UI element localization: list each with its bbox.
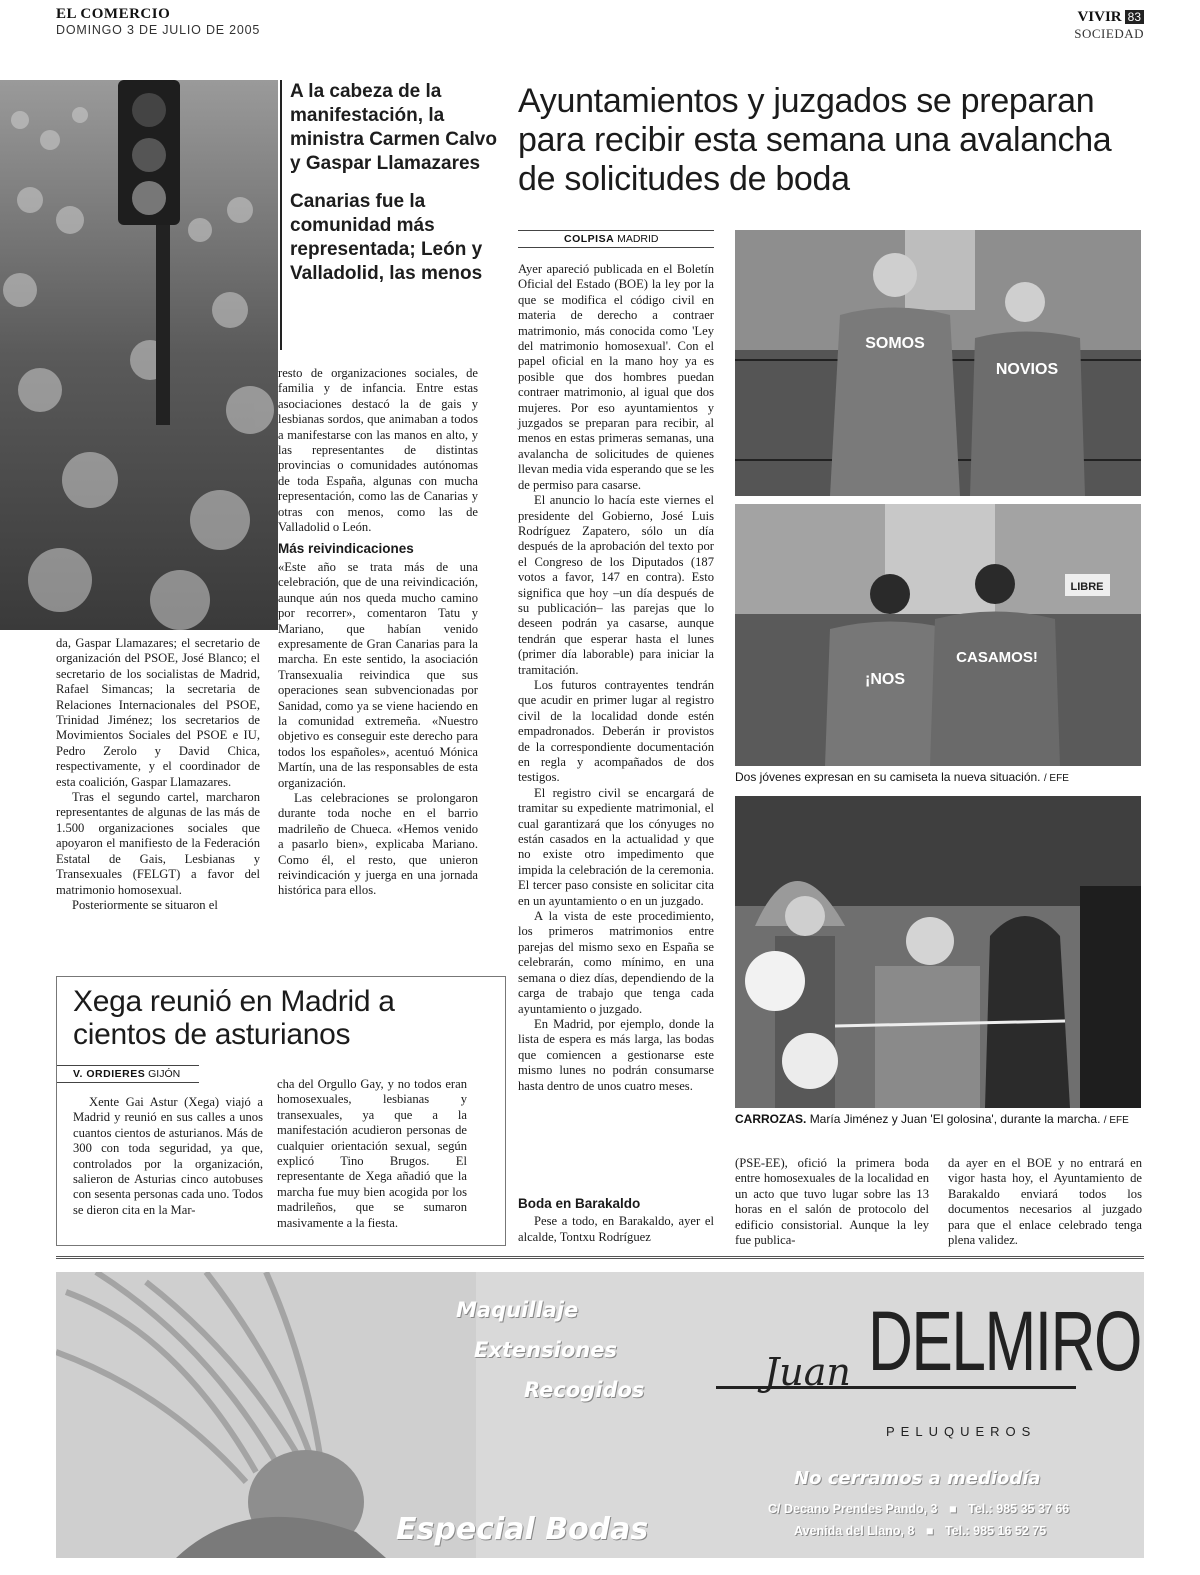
barakaldo-col1 <box>518 1196 714 1245</box>
couple-illustration-2 <box>735 504 1141 766</box>
ad-service-2: Extensiones <box>474 1338 617 1362</box>
left-col1-para-1: da, Gaspar Llamazares; el secretario de organización del PSOE, José Blanco; el secretario de los socialistas de Madrid, Rafael Simancas; la secretaria de Relaciones Internacionales del PSOE, Trinidad Jiménez; los secretarios de Movimientos Sociales del PSOE e IU, Pedro Zerolo y David Chica, respectivamente, y el coordinador de esta coalición, Gaspar Llamazares. <box>56 636 260 789</box>
ad-brand-sub: PELUQUEROS <box>886 1424 1037 1439</box>
xega-byline-name: V. ORDIERES <box>73 1068 146 1080</box>
left-col1-para-2: Tras el segundo cartel, marcharon representantes de algunas de las más de 1.500 organizaciones sociales que apoyaron el manifiesto de la Federación Estatal de Gais, Lesbianas y Transexuales (FELGT) a favor del matrimonio homosexual. <box>56 790 260 897</box>
crowd-illustration <box>0 80 278 630</box>
issue-date: DOMINGO 3 DE JULIO DE 2005 <box>56 23 261 37</box>
kicker-2: Canarias fue la comunidad más representada; León y Valladolid, las menos <box>290 191 483 284</box>
caption-couples-text: Dos jóvenes expresan en su camiseta la nueva situación. <box>735 770 1041 784</box>
ad-divider <box>56 1256 1144 1259</box>
shirt-text-nos: ¡NOS <box>865 671 905 688</box>
crowd-photo <box>0 80 278 630</box>
page-number: 83 <box>1125 10 1144 24</box>
ad-service-3: Recogidos <box>524 1378 645 1402</box>
photo-couple-2 <box>735 504 1141 766</box>
left-col2-para-1: resto de organizaciones sociales, de familia y de infancia. Entre estas asociaciones destacó la de gais y lesbianas sordos, que animaban a todos a manifestarse con las manos en alto, y las representantes de distintas provincias o comunidades autónomas de toda España, algunas con mucha representación, como las de Canarias y otras con menos, como las de Valladolid o León. <box>278 366 478 535</box>
subhead-boda-barakaldo: Boda en Barakaldo <box>518 1196 641 1211</box>
caption-couples-credit: / EFE <box>1043 773 1069 784</box>
ad-special-bodas: Especial Bodas <box>396 1512 649 1547</box>
kicker-1: A la cabeza de la manifestación, la ministra Carmen Calvo y Gaspar Llamazares <box>290 81 497 174</box>
main-para-3: Los futuros contrayentes tendrán que acudir en primer lugar al registro civil de la localidad donde estén empadronados. Deberán ir provistos de la correspondiente documentación en regla y acompañados de dos testigos. <box>518 677 714 785</box>
masthead <box>56 6 260 37</box>
main-article-col <box>518 262 714 1094</box>
xega-headline: Xega reunió en Madrid a cientos de asturianos <box>73 985 395 1051</box>
left-col1-para-3: Posteriormente se situaron el <box>72 897 218 912</box>
couple-illustration-1 <box>735 230 1141 496</box>
main-headline: Ayuntamientos y juzgados se preparan para recibir esta semana una avalancha de solicitudes de boda <box>518 82 1112 198</box>
photo-carrozas <box>735 796 1141 1108</box>
caption-carrozas <box>735 1112 1141 1128</box>
bullet-icon: ■ <box>948 1502 957 1516</box>
caption-carrozas-credit: / EFE <box>1103 1115 1129 1126</box>
barakaldo-para-1: Pese a todo, en Barakaldo, ayer el alcalde, Tontxu Rodríguez <box>518 1214 714 1244</box>
shirt-text-casamos: CASAMOS! <box>956 649 1038 666</box>
main-para-5: A la vista de este procedimiento, los primeros matrimonios entre parejas del mismo sexo en España se celebrarán, como mínimo, en una semana o diez días, dependiendo de la carga de trabajo que tenga cada ayuntamiento o juzgado. <box>518 909 714 1016</box>
barakaldo-col3 <box>948 1156 1142 1248</box>
subsection-name: SOCIEDAD <box>1074 26 1144 41</box>
delmiro-advertisement <box>56 1272 1144 1558</box>
ad-address-line-2 <box>794 1524 1046 1538</box>
ad-tagline: No cerramos a mediodía <box>794 1468 1041 1489</box>
left-article-col2 <box>278 366 478 899</box>
barakaldo-col2 <box>735 1156 929 1248</box>
ad-phone-2: Tel.: 985 16 52 75 <box>944 1524 1047 1538</box>
main-para-4: El registro civil se encargará de tramitar su expediente matrimonial, el cual garantizará que los cónyuges no están casados en la actualidad y que no existe otro impedimento que impida la celebración de la ceremonia. El tercer paso consiste en solicitar cita en un ayuntamiento o en un juzgado. <box>518 785 714 908</box>
ad-brand-name: DELMIRO <box>868 1294 1141 1388</box>
xega-para-2: cha del Orgullo Gay, y no todos eran homosexuales, lesbianas y transexuales, ya que a la manifestación acudieron personas de cualquier orientación sexual, según explicó Tino Brugos. El representante de Xega añadió que la marcha fue muy bien acogida por los madrileños, que se sumaron masivamente a la fiesta. <box>277 1077 467 1230</box>
caption-couples <box>735 770 1141 786</box>
xega-byline <box>57 1065 199 1083</box>
ad-service-1: Maquillaje <box>456 1298 579 1322</box>
paper-name: EL COMERCIO <box>56 6 171 22</box>
left-article-col1 <box>56 636 260 913</box>
xega-col1 <box>73 1095 263 1218</box>
byline-agency: COLPISA <box>564 233 615 245</box>
barakaldo-para-2: (PSE-EE), ofició la primera boda entre homosexuales de la localidad en un acto que tuvo lugar sobre las 13 horas en el salón de protocolo del edificio consistorial. Aunque la ley fue publica- <box>735 1156 929 1248</box>
ad-address-line-1 <box>768 1502 1069 1516</box>
barakaldo-para-3: da ayer en el BOE y no entrará en vigor hasta hoy, el Ayuntamiento de Barakaldo enviará todos los documentos necesarios al juzgado para que el enlace celebrado tenga plena validez. <box>948 1156 1142 1248</box>
xega-byline-place: GIJÓN <box>148 1068 181 1080</box>
left-col2-para-2: «Este año se trata más de una celebración, que de una reivindicación, aunque aún nos queda mucho camino por recorrer», comentaron Tatu y Mariano, que habían venido expresamente de Gran Canarias para la marcha. En este sentido, la asociación Transexualia reivindica que sus operaciones sean subvencionadas por Sanidad, como ya se viene haciendo en la comunidad extremeña. «Nuestro objetivo es conseguir este derecho para todos los españoles», acentuó Mónica Martín, una de las responsables de esta organización. <box>278 559 478 790</box>
byline-place: MADRID <box>617 233 659 245</box>
ad-address-2: Avenida del Llano, 8 <box>794 1524 915 1538</box>
kicker-box <box>280 80 500 350</box>
main-para-2: El anuncio lo hacía este viernes el presidente del Gobierno, José Luis Rodríguez Zapatero, sólo un día después de la aprobación del texto por el Congreso de los Diputados (187 votos a favor, 147 en contra). Esto significa que hoy –un día después de su publicación– las parejas que lo deseen podrán ya casarse, aunque tendrán que esperar hasta el lunes (primer día laborable) para iniciar la tramitación. <box>518 493 714 677</box>
xega-col2 <box>277 1077 467 1231</box>
ad-phone-1: Tel.: 985 35 37 66 <box>968 1502 1070 1516</box>
caption-carrozas-text: María Jiménez y Juan 'El golosina', durante la marcha. <box>809 1112 1101 1126</box>
subhead-mas-reivindicaciones: Más reivindicaciones <box>278 541 414 557</box>
ad-address-1: C/ Decano Prendes Pando, 3 <box>768 1502 938 1516</box>
photo-couple-1 <box>735 230 1141 496</box>
bullet-icon: ■ <box>925 1524 934 1538</box>
main-para-1: Ayer apareció publicada en el Boletín Oficial del Estado (BOE) la ley por la que se modifica el código civil en materia de derecho a contraer matrimonio, más conocida como 'Ley del matrimonio homosexual'. Con el papel oficial en la mano hoy ya es posible que dos hombres puedan contraer matrimonio, al igual que dos mujeres. Por eso ayuntamientos y juzgados se preparan para recibir, al menos en estas primeras semanas, una avalancha de solicitudes de quienes llevan media vida esperando que se les de permiso para casarse. <box>518 262 714 492</box>
ad-brand-script: Juan <box>764 1350 851 1394</box>
shirt-text-novios: NOVIOS <box>995 361 1059 378</box>
shirt-text-somos: SOMOS <box>865 335 925 352</box>
caption-carrozas-lead: CARROZAS. <box>735 1112 807 1126</box>
main-byline <box>518 230 714 248</box>
sign-text: LIBRE <box>1070 581 1104 593</box>
main-para-6: En Madrid, por ejemplo, donde la lista de espera es más larga, las bodas que comiencen a gestionarse este mismo lunes no podrán consumarse hasta dentro de unos cuatro meses. <box>518 1016 714 1093</box>
left-col2-para-3: Las celebraciones se prolongaron durante toda noche en el barrio madrileño de Chueca. «Hemos venido a pasarlo bien», explicaba Mariano. Como él, el resto, que unieron reivindicación y juerga en una jornada histórica para ellos. <box>278 790 478 898</box>
carrozas-illustration <box>735 796 1141 1108</box>
section-header <box>1074 6 1144 42</box>
section-name: VIVIR <box>1077 9 1122 25</box>
xega-box <box>56 976 506 1246</box>
xega-para-1: Xente Gai Astur (Xega) viajó a Madrid y reunió en sus calles a unos cuantos cientos de asturianos. Más de 300 con toda seguridad, ya que, controlados por la organización, salieron de Asturias cinco autobuses con sesenta personas cada uno. Todos se dieron cita en la Mar- <box>73 1095 263 1217</box>
